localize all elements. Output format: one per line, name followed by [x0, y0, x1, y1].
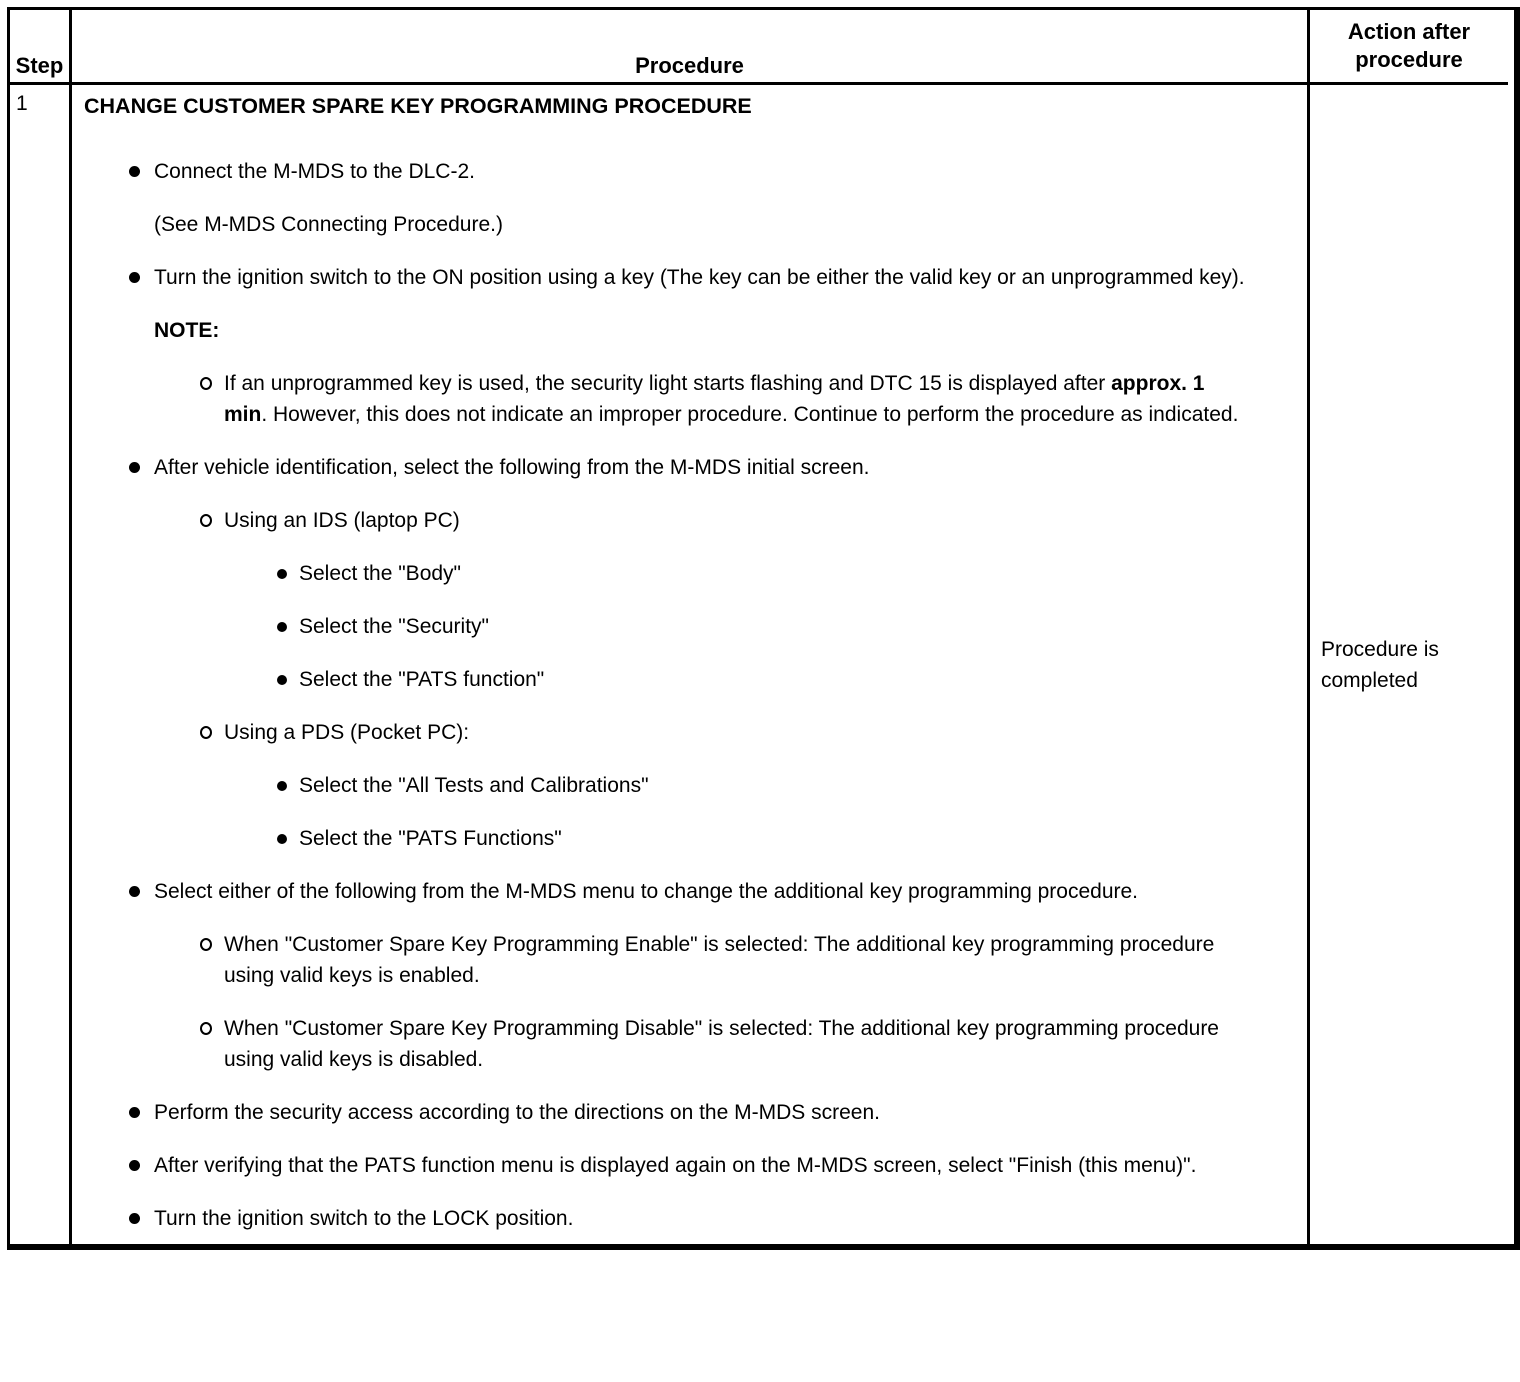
column-header-step-label: Step [15, 53, 64, 78]
procedure-item [72, 1097, 1247, 1128]
dot-bullet-icon [129, 262, 154, 293]
procedure-item [72, 717, 1247, 748]
procedure-item [72, 452, 1247, 483]
procedure-item [72, 1203, 1247, 1234]
procedure-item [72, 209, 1247, 240]
dot-bullet-icon [277, 770, 299, 801]
procedure-item [72, 664, 1247, 695]
procedure-item-text: Connect the M-MDS to the DLC-2. [154, 160, 475, 183]
dot-bullet-icon [277, 823, 299, 854]
dot-bullet-icon [277, 558, 299, 589]
circle-bullet-icon [200, 1013, 224, 1075]
procedure-item-text-part: If an unprogrammed key is used, the security light starts flashing and DTC 15 is displayed after [224, 372, 1112, 395]
procedure-item [72, 929, 1247, 991]
procedure-item [72, 262, 1247, 293]
dot-bullet-icon [277, 611, 299, 642]
procedure-item-text: Select either of the following from the M-MDS menu to change the additional key programming procedure. [154, 880, 1139, 903]
procedure-item [72, 156, 1247, 187]
circle-bullet-icon [200, 717, 224, 748]
procedure-title: CHANGE CUSTOMER SPARE KEY PROGRAMMING PROCEDURE [84, 94, 752, 118]
procedure-item-text: Turn the ignition switch to the ON position using a key (The key can be either the valid key or an unprogrammed key). [154, 266, 1245, 289]
step-cell [10, 85, 72, 1244]
circle-bullet-icon [200, 505, 224, 536]
dot-bullet-icon [129, 876, 154, 907]
procedure-cell [72, 85, 1310, 1244]
circle-bullet-icon [200, 929, 224, 991]
procedure-item-text: After vehicle identification, select the following from the M-MDS initial screen. [154, 456, 870, 479]
procedure-item-text: Select the "All Tests and Calibrations" [299, 774, 649, 797]
action-after-text: Procedure is completed [1321, 637, 1439, 692]
procedure-item-text: Turn the ignition switch to the LOCK position. [154, 1207, 574, 1230]
column-header-procedure-label: Procedure [635, 53, 744, 78]
step-number: 1 [16, 92, 28, 115]
procedure-item [72, 368, 1247, 430]
procedure-item-text-part: . However, this does not indicate an improper procedure. Continue to perform the procedure as indicated. [261, 403, 1239, 426]
column-header-action-after [1310, 10, 1508, 85]
procedure-item-text [224, 368, 1247, 430]
procedure-item-text: Perform the security access according to the directions on the M-MDS screen. [154, 1101, 880, 1124]
procedure-item-text: Select the "Security" [299, 615, 489, 638]
procedure-item [72, 558, 1247, 589]
procedure-item-text: Using an IDS (laptop PC) [224, 509, 460, 532]
procedure-item [72, 1150, 1247, 1181]
procedure-item [72, 1013, 1247, 1075]
column-header-procedure [72, 10, 1310, 85]
circle-bullet-icon [200, 368, 224, 430]
procedure-item-text: When "Customer Spare Key Programming Disable" is selected: The additional key programming procedure using valid keys is disabled. [224, 1017, 1219, 1071]
dot-bullet-icon [129, 1203, 154, 1234]
procedure-item [72, 611, 1247, 642]
procedure-item-text: Select the "PATS function" [299, 668, 545, 691]
column-header-step [10, 10, 72, 85]
dot-bullet-icon [277, 664, 299, 695]
procedure-content [72, 91, 1247, 1234]
dot-bullet-icon [129, 1097, 154, 1128]
procedure-table [7, 7, 1520, 1250]
procedure-item [72, 876, 1247, 907]
column-header-action-after-label: Action after procedure [1347, 19, 1471, 72]
procedure-item [72, 823, 1247, 854]
procedure-item-bold-text: approx. 1 min [224, 372, 1205, 426]
procedure-item-text: Using a PDS (Pocket PC): [224, 721, 470, 744]
procedure-item-text: NOTE: [154, 319, 220, 342]
procedure-item-text: Select the "PATS Functions" [299, 827, 562, 850]
procedure-item-text: (See M-MDS Connecting Procedure.) [154, 213, 503, 236]
procedure-item [72, 315, 1247, 346]
procedure-item [72, 770, 1247, 801]
dot-bullet-icon [129, 156, 154, 187]
procedure-item-text: When "Customer Spare Key Programming Enable" is selected: The additional key programming procedure using valid keys is enabled. [224, 933, 1215, 987]
procedure-item [72, 505, 1247, 536]
procedure-item-text: Select the "Body" [299, 562, 462, 585]
procedure-item-text: After verifying that the PATS function menu is displayed again on the M-MDS screen, select "Finish (this menu)". [154, 1154, 1197, 1177]
dot-bullet-icon [129, 1150, 154, 1181]
action-after-cell [1310, 85, 1508, 1244]
dot-bullet-icon [129, 452, 154, 483]
